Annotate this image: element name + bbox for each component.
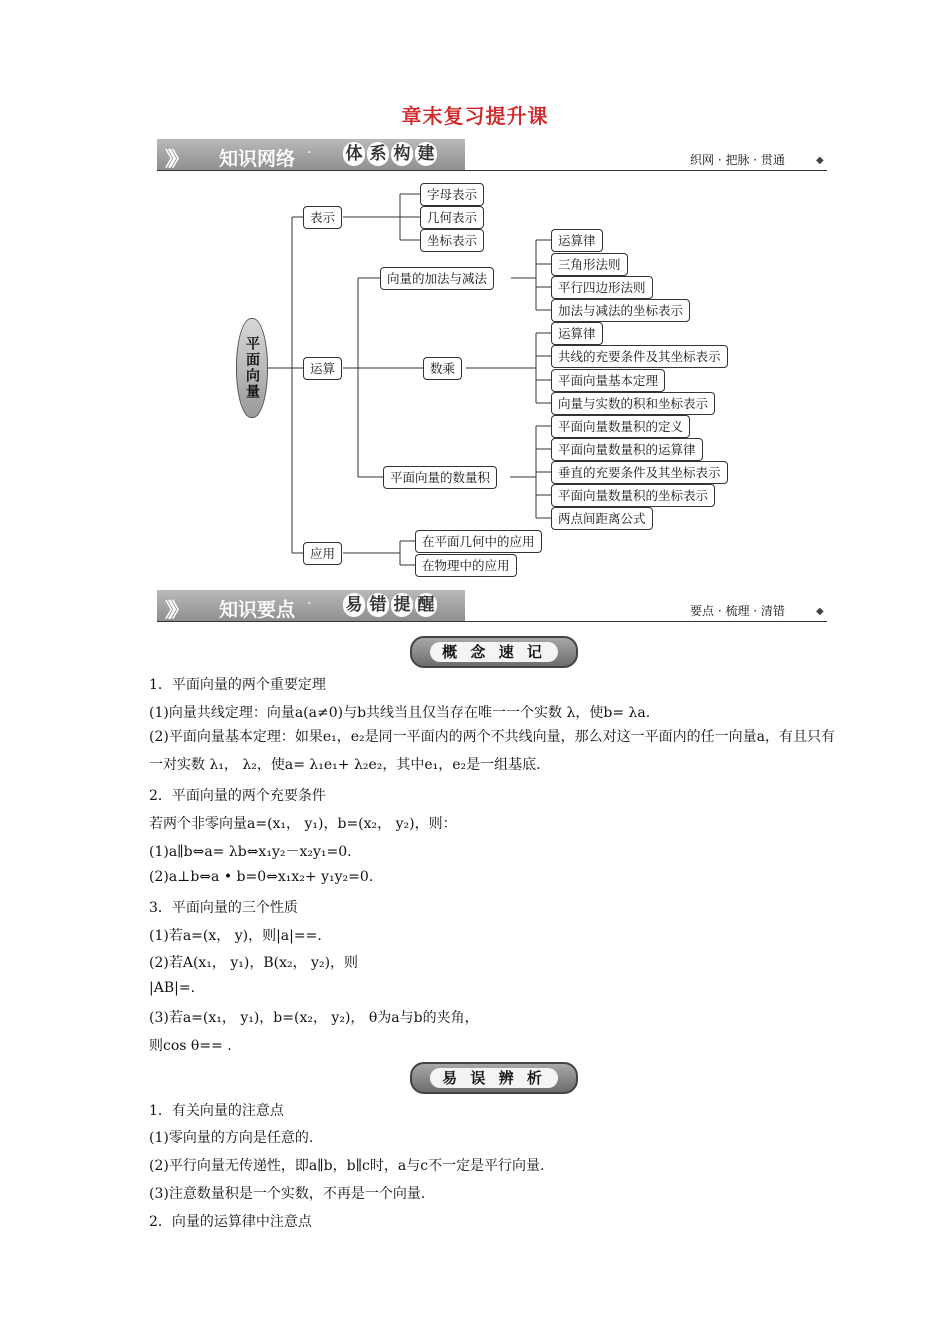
node-addsub-item: 运算律 (551, 229, 603, 252)
banner-keyword: 易 (343, 593, 365, 617)
root-label: 平面向量 (244, 336, 260, 400)
node-scalar-item: 平面向量基本定理 (551, 369, 665, 392)
node-apply-item: 在物理中的应用 (415, 554, 517, 577)
mindmap-connectors (0, 0, 950, 600)
node-dot-item: 平面向量数量积的运算律 (551, 438, 703, 461)
text-line: (2)平行向量无传递性，即a∥b，b∥c时，a与c不一定是平行向量. (149, 1158, 545, 1174)
diamond-icon: ◆ (816, 155, 824, 166)
node-apply: 应用 (303, 542, 342, 565)
text-line: (3)注意数量积是一个实数，不再是一个向量. (149, 1186, 426, 1202)
node-ops: 运算 (303, 357, 342, 380)
banner-dot: · (307, 145, 312, 161)
node-dot-item: 平面向量数量积的坐标表示 (551, 484, 715, 507)
node-dot-item: 平面向量数量积的定义 (551, 415, 690, 438)
text-line: (3)若a=(x₁， y₁)，b=(x₂， y₂)， θ为a与b的夹角， (149, 1010, 479, 1026)
banner-keyword: 提 (391, 593, 413, 617)
node-scalar-item: 运算律 (551, 322, 603, 345)
mindmap-root (236, 318, 268, 418)
node-addsub-item: 三角形法则 (551, 253, 628, 276)
banner-keyword: 系 (367, 142, 389, 166)
node-scalar-item: 共线的充要条件及其坐标表示 (551, 345, 728, 368)
banner-dot: · (307, 596, 312, 612)
node-dot: 平面向量的数量积 (383, 466, 497, 489)
section-heading-errors (410, 1062, 578, 1094)
text-line: (1)向量共线定理：向量a(a≠0)与b共线当且仅当存在唯一一个实数 λ，使b= λa. (149, 705, 651, 721)
text-line: |AB|=. (149, 980, 196, 996)
banner-keyword: 构 (391, 142, 413, 166)
node-repr-item: 几何表示 (420, 206, 484, 229)
banner-keyword: 错 (367, 593, 389, 617)
section-heading-label: 概 念 速 记 (430, 642, 558, 662)
text-line: 1．平面向量的两个重要定理 (149, 677, 326, 693)
node-repr-item: 坐标表示 (420, 229, 484, 252)
node-repr-item: 字母表示 (420, 183, 484, 206)
text-line: 若两个非零向量a=(x₁， y₁)，b=(x₂， y₂)，则： (149, 816, 457, 832)
chevron-icon: 》》 (165, 147, 183, 171)
text-paragraph: (2)平面向量基本定理：如果e₁，e₂是同一平面内的两个不共线向量，那么对这一平面内的任一向量a，有且只有一对实数 λ₁， λ₂，使a= λ₁e₁+ λ₂e₂，其中e₁，e₂是一组基底. (149, 729, 835, 773)
node-apply-item: 在平面几何中的应用 (415, 530, 542, 553)
section-heading-concepts (410, 636, 578, 668)
text-line: (1)若a=(x， y)，则|a|==. (149, 928, 322, 944)
banner-title: 知识网络 (219, 148, 296, 170)
text-line: (2)a⊥b⇔a • b=0⇔x₁x₂+ y₁y₂=0. (149, 869, 374, 885)
banner-rule (157, 621, 827, 622)
text-line: 则cos θ== . (149, 1038, 232, 1054)
page-title: 章末复习提升课 (401, 104, 549, 128)
text-line: 2．向量的运算律中注意点 (149, 1214, 312, 1230)
banner-subtitle: 织网 · 把脉 · 贯通 (690, 153, 785, 167)
chevron-icon: 》》 (165, 598, 183, 622)
text-line: 1．有关向量的注意点 (149, 1103, 284, 1119)
text-line: (1)零向量的方向是任意的. (149, 1130, 314, 1146)
banner-keyword: 建 (415, 142, 437, 166)
section-heading-label: 易 误 辨 析 (430, 1068, 558, 1088)
banner-subtitle: 要点 · 梳理 · 清错 (690, 604, 785, 618)
text-line: 3．平面向量的三个性质 (149, 900, 298, 916)
node-scalar: 数乘 (423, 357, 462, 380)
node-dot-item: 垂直的充要条件及其坐标表示 (551, 461, 728, 484)
banner-title: 知识要点 (219, 599, 296, 621)
banner-keyword: 醒 (415, 593, 437, 617)
node-addsub: 向量的加法与减法 (380, 267, 494, 290)
diamond-icon: ◆ (816, 606, 824, 617)
text-line: 2．平面向量的两个充要条件 (149, 788, 326, 804)
knowledge-points-banner (157, 590, 465, 622)
banner-keyword: 体 (343, 142, 365, 166)
node-dot-item: 两点间距离公式 (551, 507, 653, 530)
text-line: (2)若A(x₁， y₁)，B(x₂， y₂)，则 (149, 955, 359, 971)
node-addsub-item: 平行四边形法则 (551, 276, 653, 299)
node-repr: 表示 (303, 206, 342, 229)
node-scalar-item: 向量与实数的积和坐标表示 (551, 392, 715, 415)
node-addsub-item: 加法与减法的坐标表示 (551, 299, 690, 322)
text-line: (1)a∥b⇔a= λb⇔x₁y₂－x₂y₁=0. (149, 844, 352, 860)
